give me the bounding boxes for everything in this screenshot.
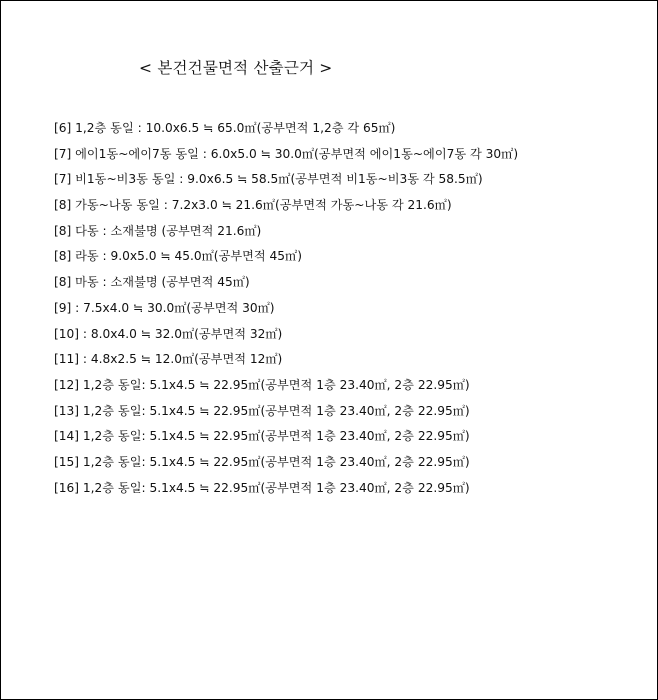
document-title: < 본건건물면적 산출근거 > bbox=[139, 59, 333, 77]
area-entry-12: [12] 1,2층 동일: 5.1x4.5 ≒ 22.95㎡(공부면적 1층 23.40㎡, 2층 22.95㎡) bbox=[54, 377, 470, 392]
area-entry-8-ga-na: [8] 가동~나동 동일 : 7.2x3.0 ≒ 21.6㎡(공부면적 가동~나동 각 21.6㎡) bbox=[54, 198, 452, 213]
area-entry-15: [15] 1,2층 동일: 5.1x4.5 ≒ 22.95㎡(공부면적 1층 23.40㎡, 2층 22.95㎡) bbox=[54, 454, 470, 469]
area-entry-10: [10] : 8.0x4.0 ≒ 32.0㎡(공부면적 32㎡) bbox=[54, 326, 283, 341]
area-entry-7b: [7] 비1동~비3동 동일 : 9.0x6.5 ≒ 58.5㎡(공부면적 비1동~비3동 각 58.5㎡) bbox=[54, 172, 483, 187]
area-entry-9: [9] : 7.5x4.0 ≒ 30.0㎡(공부면적 30㎡) bbox=[54, 300, 275, 315]
area-entry-16: [16] 1,2층 동일: 5.1x4.5 ≒ 22.95㎡(공부면적 1층 23.40㎡, 2층 22.95㎡) bbox=[54, 480, 470, 495]
area-entry-8-da: [8] 다동 : 소재불명 (공부면적 21.6㎡) bbox=[54, 223, 262, 238]
area-entry-11: [11] : 4.8x2.5 ≒ 12.0㎡(공부면적 12㎡) bbox=[54, 352, 283, 367]
area-entry-7a: [7] 에이1동~에이7동 동일 : 6.0x5.0 ≒ 30.0㎡(공부면적 에이1동~에이7동 각 30㎡) bbox=[54, 146, 519, 161]
area-entry-8-ma: [8] 마동 : 소재불명 (공부면적 45㎡) bbox=[54, 275, 250, 290]
area-entry-14: [14] 1,2층 동일: 5.1x4.5 ≒ 22.95㎡(공부면적 1층 23.40㎡, 2층 22.95㎡) bbox=[54, 429, 470, 444]
area-calculation-list bbox=[54, 119, 518, 504]
area-entry-13: [13] 1,2층 동일: 5.1x4.5 ≒ 22.95㎡(공부면적 1층 23.40㎡, 2층 22.95㎡) bbox=[54, 403, 470, 418]
area-entry-6: [6] 1,2층 동일 : 10.0x6.5 ≒ 65.0㎡(공부면적 1,2층 각 65㎡) bbox=[54, 121, 396, 135]
area-entry-8-ra: [8] 라동 : 9.0x5.0 ≒ 45.0㎡(공부면적 45㎡) bbox=[54, 249, 302, 264]
